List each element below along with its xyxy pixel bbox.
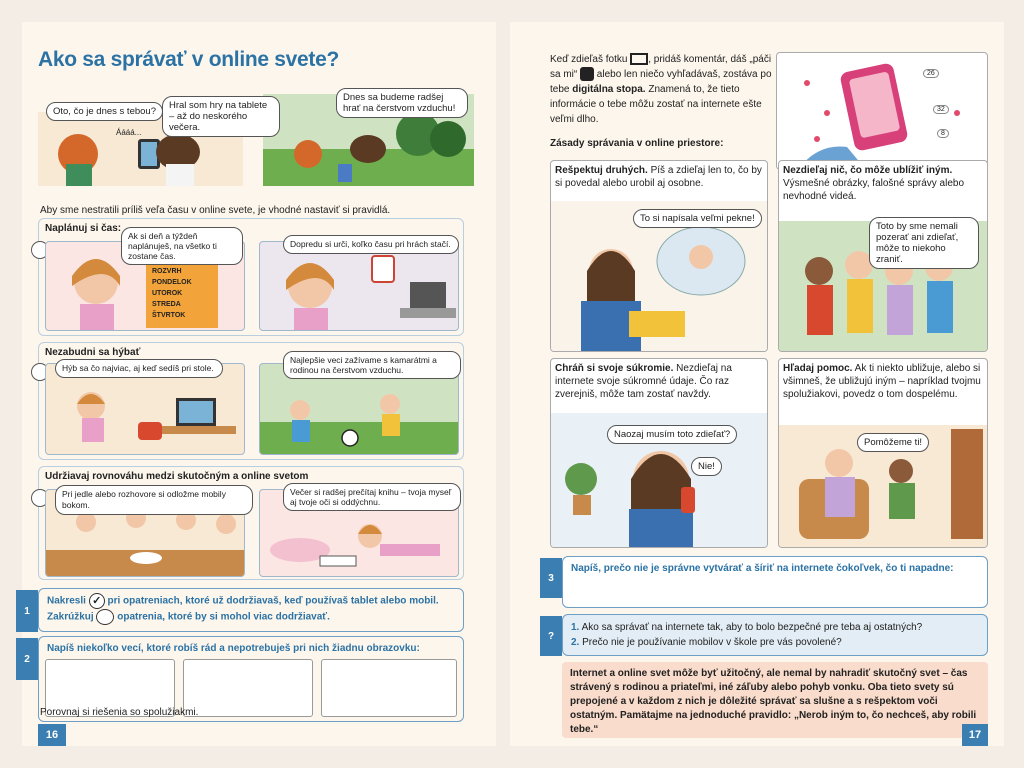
rules-heading: Zásady správania v online priestore: [550, 138, 724, 149]
task-1-word: Nakresli [47, 595, 86, 607]
right-intro [550, 52, 776, 127]
checkmark-icon: ✓ [89, 593, 105, 609]
bubble-move-desk: Hýb sa čo najviac, aj keď sedíš pri stole. [55, 359, 223, 378]
footer-text: Porovnaj si riešenia so spolužiakmi. [40, 707, 199, 718]
comic-body: Ak ti niekto ubližuje, alebo si všimneš, že ubližujú iným – napríklad tvojmu spolužiakovi, povedz o tom dospelému. [783, 363, 981, 400]
intro-part: „páči sa mi“ [550, 54, 772, 80]
comic-no-harm [778, 160, 988, 352]
summary-box: Internet a online svet môže byť užitočný, ale nemal by nahradiť skutočný svet – čas strávený s rodinou a priateľmi, iné záľuby alebo pohyb vonku. Oba tieto svety sú prepojené a v každom z nich je dôležité správať sa slušne a s rešpektom voči ostatným. Pamätajme na jednoduché pravidlo: „Nerob iným to, čo nechceš, aby robili tebe.“ [562, 662, 988, 738]
task-1-line-1 [47, 593, 461, 609]
comic-body: Nezdieľaj na internete svoje súkromné údaje. Čo raz zverejniš, môže tam zostať navždy. [555, 363, 732, 400]
rule-move-head: Nezabudni sa hýbať [45, 347, 141, 358]
bubble-plan: Ak si deň a týždeň naplánuješ, na všetko ti zostane čas. [121, 227, 243, 265]
question-item [571, 620, 922, 635]
task-1-rest: opatrenia, ktoré by si mohol viac dodržiavať. [117, 611, 330, 623]
rule-plan-head: Naplánuj si čas: [45, 223, 122, 234]
comic-bold: Hľadaj pomoc. [783, 363, 853, 374]
page-title: Ako sa správať v online svete? [38, 48, 340, 71]
intro-part: zostáva po tebe [550, 69, 772, 95]
comic-bold: Rešpektuj druhých. [555, 165, 648, 176]
question-badge: ? [540, 616, 562, 656]
comic-respect [550, 160, 768, 352]
answer-box[interactable] [321, 659, 457, 717]
bubble-privacy-answer: Nie! [691, 457, 722, 476]
like-count: 8 [937, 129, 949, 138]
intro-part: alebo len niečo vyhľadávaš, [596, 69, 721, 80]
task-number-badge: 2 [16, 638, 38, 680]
board-line: PONDELOK [152, 279, 192, 286]
bubble-games-time: Dopredu si urči, koľko času pri hrách stačí. [283, 235, 459, 254]
comic-body: Píš a zdieľaj len to, čo by si povedal alebo urobil aj osobne. [555, 165, 762, 189]
board-line: UTOROK [152, 290, 183, 297]
intro-part: Znamená [648, 84, 691, 95]
task-1-word: Zakrúžkuj [47, 611, 94, 623]
phone-likes-illustration [777, 53, 988, 170]
task-1-rest: pri opatreniach, ktoré už dodržiavaš, keď používaš tablet alebo mobil. [107, 595, 439, 607]
discussion-questions [562, 614, 988, 656]
comic-help-text [783, 362, 983, 401]
question-item [571, 635, 922, 650]
task-1-text [47, 593, 461, 625]
left-page [22, 22, 496, 746]
question-text: Ako sa správať na internete tak, aby to bolo bezpečné pre teba aj ostatných? [581, 622, 923, 633]
board-line: ROZVRH [152, 268, 182, 275]
like-count: 26 [923, 69, 939, 78]
panel-plan-games [259, 241, 459, 331]
intro-part: na internete ešte veľmi dlho. [550, 99, 762, 125]
bubble-help: Pomôžeme ti! [857, 433, 929, 452]
task-number-badge: 1 [16, 590, 38, 632]
bubble-privacy-question: Naozaj musím toto zdieľať? [607, 425, 737, 444]
bubble-vonku: Dnes sa budeme radšej hrať na čerstvom vzduchu! [336, 88, 468, 118]
girl-clock-illustration [260, 242, 459, 331]
thumbs-up-icon [580, 67, 594, 81]
board-line: STREDA [152, 301, 181, 308]
intro-comic [38, 94, 474, 186]
question-text: Prečo nie je používanie mobilov v škole pre vás povolené? [582, 637, 842, 648]
question-number: 1. [571, 622, 580, 633]
task-number-badge: 3 [540, 558, 562, 598]
circle-icon [96, 609, 114, 625]
comic-no-harm-text [783, 164, 983, 203]
task-1-line-2 [47, 609, 461, 625]
right-page [510, 22, 1004, 746]
task-2-text: Napíš niekoľko vecí, ktoré robíš rád a nepotrebuješ pri nich žiadnu obrazovku: [47, 643, 420, 654]
share-icon [630, 53, 648, 65]
bubble-hral: Hral som hry na tablete – až do neskorého večera. [162, 96, 280, 137]
comic-privacy-text [555, 362, 763, 401]
rule-move [38, 342, 464, 460]
comic-bold: Nezdieľaj nič, čo môže ublížiť iným. [783, 165, 953, 176]
rule-plan-time [38, 218, 464, 336]
task-3[interactable] [562, 556, 988, 608]
intro-part: to, že tieto informácie o tebe môžu zostať [550, 84, 740, 110]
sound-text: Áááá... [116, 128, 142, 137]
comic-respect-text [555, 164, 763, 190]
comic-privacy [550, 358, 768, 548]
task-3-text: Napíš, prečo nie je správne vytvárať a šíriť na internete čokoľvek, čo ti napadne: [571, 563, 954, 574]
rule-balance [38, 466, 464, 580]
intro-part: , pridáš komentár, dáš [648, 54, 747, 65]
bubble-balance-book: Večer si radšej prečítaj knihu – tvoja myseľ aj tvoje oči si oddýchnu. [283, 483, 461, 511]
bubble-no-harm: Toto by sme nemali pozerať ani zdieľať, môže to niekoho zraniť. [869, 217, 979, 269]
bubble-move-outdoor: Najlepšie veci zažívame s kamarátmi a rodinou na čerstvom vzduchu. [283, 351, 461, 379]
schedule-board [152, 266, 192, 321]
task-1 [38, 588, 464, 632]
board-line: ŠTVRTOK [152, 312, 186, 319]
page-number: 17 [962, 724, 988, 746]
bubble-respect: To si napísala veľmi pekne! [633, 209, 762, 228]
bubble-balance-meal: Pri jedle alebo rozhovore si odložme mobily bokom. [55, 485, 253, 515]
bubble-oto: Oto, čo je dnes s tebou? [46, 102, 163, 121]
comic-body: Výsmešné obrázky, falošné správy alebo nevhodné videá. [783, 178, 965, 202]
intro-text: Aby sme nestratili príliš veľa času v online svete, je vhodné nastaviť si pravidlá. [40, 205, 391, 216]
rule-balance-head: Udržiavaj rovnováhu medzi skutočným a online svetom [45, 471, 309, 482]
comic-bold: Chráň si svoje súkromie. [555, 363, 674, 374]
comic-help [778, 358, 988, 548]
page-number: 16 [38, 724, 66, 746]
phone-illustration [776, 52, 988, 170]
intro-part: Keď zdieľaš fotku [550, 54, 628, 65]
discussion-list [571, 620, 922, 650]
like-count: 32 [933, 105, 949, 114]
answer-box[interactable] [183, 659, 313, 717]
question-number: 2. [571, 637, 580, 648]
intro-bold: digitálna stopa. [572, 84, 646, 95]
